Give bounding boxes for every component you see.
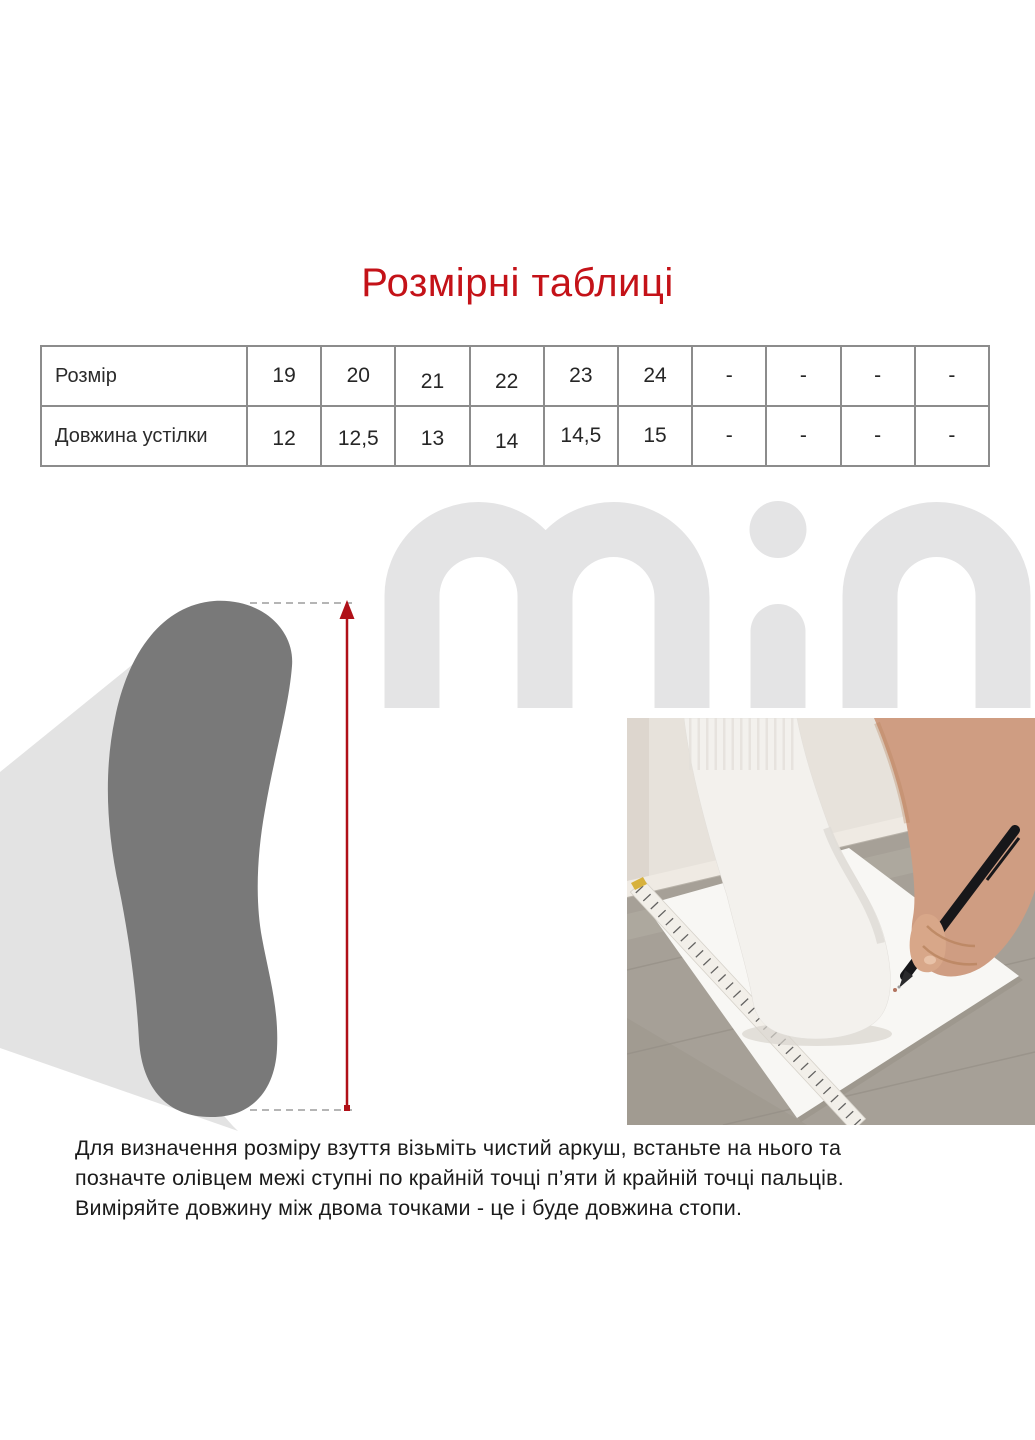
measurement-instructions <box>75 1133 985 1223</box>
table-cell: - <box>915 346 989 406</box>
page-title: Розмірні таблиці <box>361 261 674 305</box>
table-cell: 20 <box>321 346 395 406</box>
watermark-letter-i-dot <box>750 501 807 558</box>
table-cell: - <box>692 346 766 406</box>
table-cell: 19 <box>247 346 321 406</box>
arrow-head <box>340 600 355 619</box>
table-row-size <box>41 346 989 406</box>
table-cell: - <box>915 406 989 466</box>
table-cell: 22 <box>470 346 544 406</box>
table-cell: - <box>766 346 840 406</box>
table-cell: 13 <box>395 406 469 466</box>
brand-watermark <box>412 501 1003 708</box>
table-cell: - <box>841 406 915 466</box>
table-cell: 14,5 <box>544 406 618 466</box>
instructions-line: позначте олівцем межі ступні по крайній точці п’яти й крайній точці пальців. <box>75 1166 844 1190</box>
watermark-letter-m <box>412 530 682 709</box>
size-table <box>40 345 990 467</box>
insole-measurement-diagram <box>0 600 355 1131</box>
table-cell: 21 <box>395 346 469 406</box>
table-cell: 23 <box>544 346 618 406</box>
table-cell: 12 <box>247 406 321 466</box>
table-cell: - <box>766 406 840 466</box>
row-label: Розмір <box>41 346 247 406</box>
measurement-arrow <box>340 600 355 1111</box>
table-cell: - <box>841 346 915 406</box>
foot-measurement-photo <box>627 718 1035 1125</box>
pen-tip-point <box>898 986 901 989</box>
table-cell: 15 <box>618 406 692 466</box>
instructions-line: Для визначення розміру взуття візьміть чистий аркуш, встаньте на нього та <box>75 1136 842 1160</box>
watermark-letter-n <box>870 530 1003 709</box>
table-cell: 12,5 <box>321 406 395 466</box>
table-cell: 14 <box>470 406 544 466</box>
row-label: Довжина устілки <box>41 406 247 466</box>
instructions-line: Виміряйте довжину між двома точками - це і буде довжина стопи. <box>75 1196 743 1220</box>
table-cell: 24 <box>618 346 692 406</box>
watermark-letter-i-stem <box>751 604 806 708</box>
pen-mark <box>893 988 897 992</box>
arrow-end-dot <box>344 1105 350 1111</box>
table-cell: - <box>692 406 766 466</box>
table-row-insole-length <box>41 406 989 466</box>
thumb-nail <box>924 956 936 965</box>
